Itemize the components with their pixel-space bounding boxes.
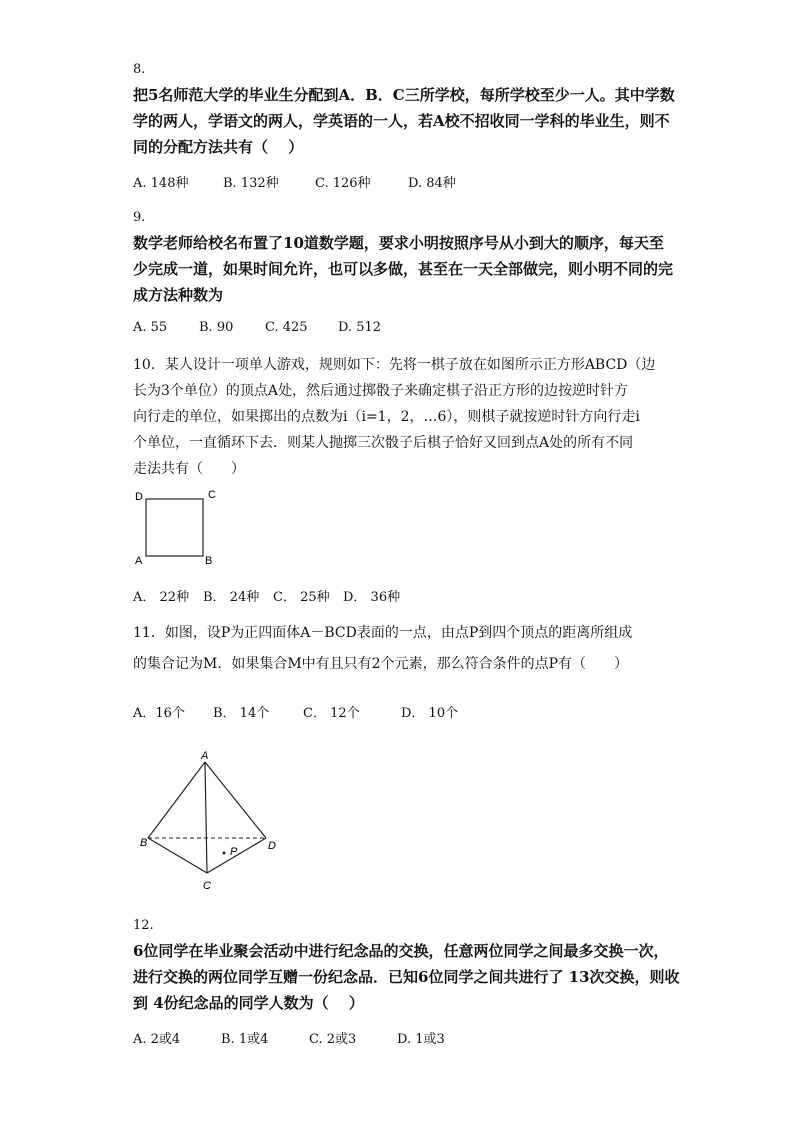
- label-d: D: [268, 840, 276, 852]
- square-abcd-figure: [128, 485, 228, 570]
- q10-option-a: A． 22种: [133, 590, 190, 605]
- q12-option-d: D. 1或3: [397, 1032, 445, 1047]
- q12-option-c: C. 2或3: [309, 1032, 357, 1047]
- q12-number: 12.: [133, 918, 154, 933]
- square-abcd: [146, 499, 203, 556]
- label-b: B: [205, 555, 213, 567]
- q8-number: 8.: [133, 62, 146, 77]
- q10-option-b: B． 24种: [203, 590, 260, 605]
- tetrahedron-figure: [135, 745, 285, 895]
- q10-option-d: D． 36种: [343, 590, 401, 605]
- label-c: C: [203, 880, 211, 892]
- label-p: P: [230, 846, 238, 858]
- label-a: A: [201, 750, 209, 762]
- q10-line-1: 10．某人设计一项单人游戏，规则如下：先将一棋子放在如图所示正方形ABCD（边: [133, 357, 656, 373]
- q8-line-2: 学的两人，学语文的两人，学英语的一人，若A校不招收同一学科的毕业生，则不: [133, 112, 670, 130]
- q11-line-1: 11．如图，设P为正四面体A－BCD表面的一点，由点P到四个顶点的距离所组成: [133, 625, 633, 641]
- q12-line-2: 进行交换的两位同学互赠一份纪念品．已知6位同学之间共进行了 13次交换，则收: [133, 968, 680, 986]
- label-d: D: [135, 491, 143, 503]
- q12-line-1: 6位同学在毕业聚会活动中进行纪念品的交换，任意两位同学之间最多交换一次，: [133, 942, 669, 960]
- q12-options: [133, 1028, 445, 1047]
- q9-option-d: D. 512: [338, 320, 382, 335]
- q9-line-2: 少完成一道，如果时间允许，也可以多做，甚至在一天全部做完，则小明不同的完: [133, 260, 674, 278]
- q10-option-c: C． 25种: [273, 590, 330, 605]
- q8-options: [133, 172, 456, 191]
- q10-options: [133, 586, 400, 605]
- q9-line-1: 数学老师给校名布置了10道数学题，要求小明按照序号从小到大的顺序，每天至: [133, 234, 664, 252]
- q11-options: [133, 702, 458, 721]
- q12-option-b: B. 1或4: [221, 1032, 269, 1047]
- edge-ac: [205, 762, 207, 873]
- label-b: B: [140, 837, 148, 849]
- label-a: A: [135, 555, 143, 567]
- q9-option-b: B. 90: [199, 320, 234, 335]
- edge-ab: [148, 762, 205, 838]
- q11-option-c: C． 12个: [303, 706, 360, 721]
- q10-line-5: 走法共有（ ）: [133, 461, 245, 477]
- q10-line-4: 个单位，一直循环下去．则某人抛掷三次骰子后棋子恰好又回到点A处的所有不同: [133, 435, 634, 451]
- label-c: C: [208, 489, 216, 501]
- q8-line-3: 同的分配方法共有（ ）: [133, 138, 304, 156]
- q9-line-3: 成方法种数为: [133, 286, 224, 304]
- q9-number: 9.: [133, 210, 146, 225]
- point-p: [223, 852, 226, 855]
- q11-option-b: B． 14个: [213, 706, 270, 721]
- q9-option-a: A. 55: [133, 320, 168, 335]
- q10-line-3: 向行走的单位，如果掷出的点数为i（i=1，2，…6），则棋子就按逆时针方向行走i: [133, 409, 640, 425]
- edge-bc: [148, 838, 207, 873]
- q9-option-c: C. 425: [265, 320, 308, 335]
- q11-option-d: D． 10个: [401, 706, 459, 721]
- q8-option-d: D. 84种: [408, 176, 456, 191]
- q11-option-a: A．16个: [133, 706, 185, 721]
- q8-option-c: C. 126种: [315, 176, 371, 191]
- q11-line-2: 的集合记为M．如果集合M中有且只有2个元素，那么符合条件的点P有（ ）: [133, 656, 628, 672]
- q8-line-1: 把5名师范大学的毕业生分配到A．B．C三所学校，每所学校至少一人。其中学数: [133, 86, 675, 104]
- q9-options: [133, 320, 381, 335]
- q12-option-a: A. 2或4: [133, 1032, 181, 1047]
- q12-line-3: 到 4份纪念品的同学人数为（ ）: [133, 994, 364, 1012]
- q8-option-a: A. 148种: [133, 176, 189, 191]
- q10-line-2: 长为3个单位）的顶点A处，然后通过掷骰子来确定棋子沿正方形的边按逆时针方: [133, 383, 629, 399]
- q8-option-b: B. 132种: [223, 176, 279, 191]
- edge-ad: [205, 762, 266, 838]
